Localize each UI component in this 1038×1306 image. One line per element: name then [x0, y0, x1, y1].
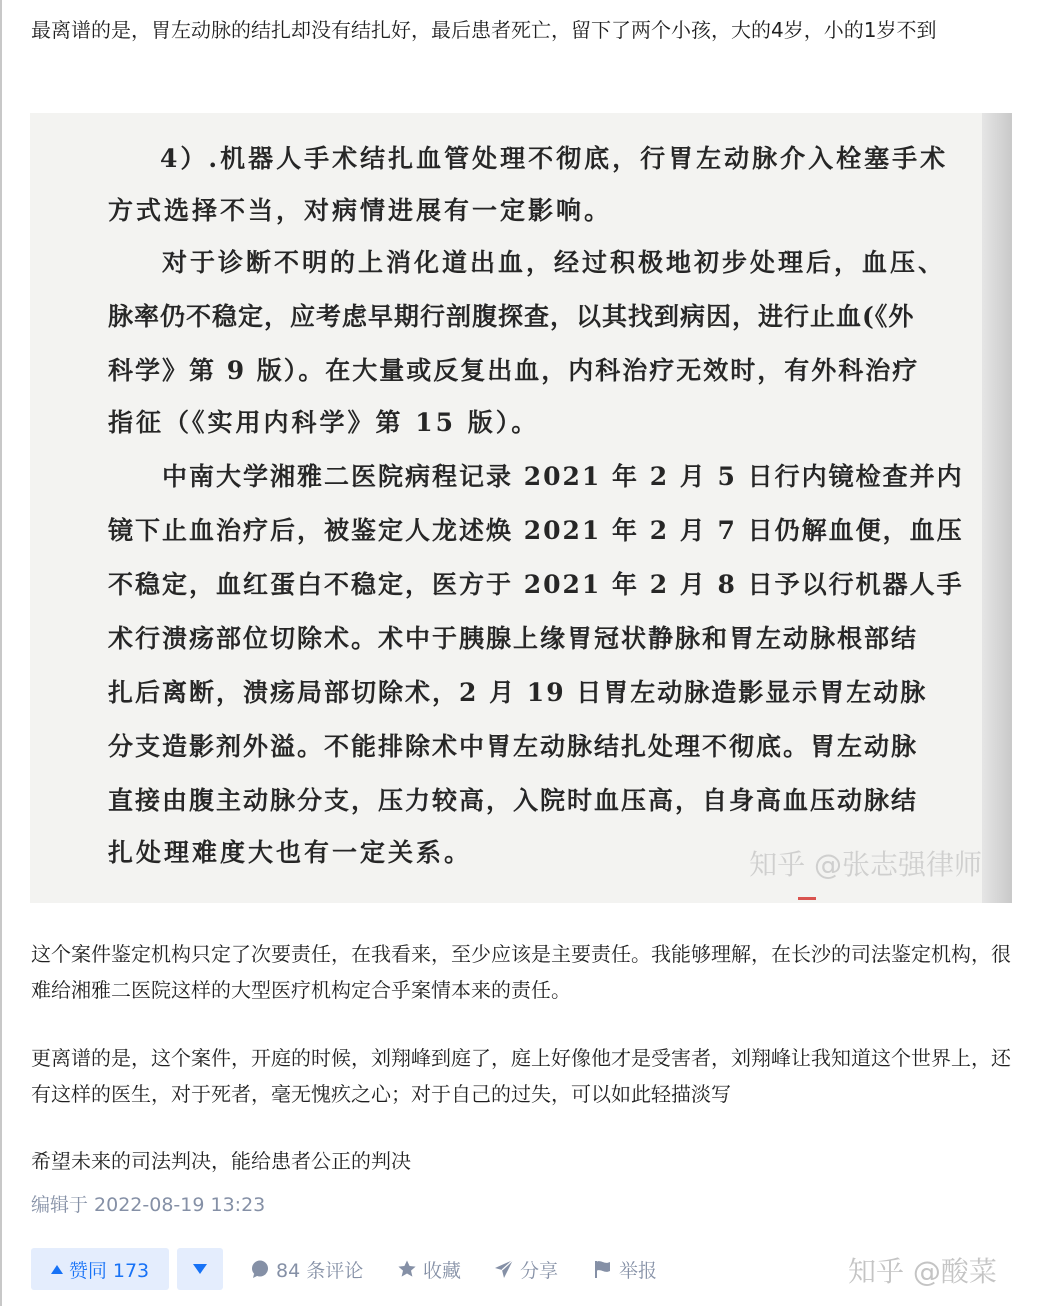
paper-plane-icon	[494, 1259, 514, 1279]
comments-button[interactable]	[250, 1256, 363, 1282]
scan-line-1: 4）.机器人手术结扎血管处理不彻底，行胃左动脉介入栓塞手术	[160, 144, 949, 173]
comment-icon	[250, 1259, 270, 1279]
paragraph-4: 希望未来的司法判决，能给患者公正的判决	[31, 1149, 411, 1173]
scan-line-2: 方式选择不当，对病情进展有一定影响。	[108, 196, 613, 225]
report-label: 举报	[619, 1259, 658, 1282]
edited-timestamp: 编辑于 2022-08-19 13:23	[31, 1194, 266, 1216]
scan-line-10: 术行溃疡部位切除术。术中于胰腺上缘胃冠状静脉和胃左动脉根部结	[108, 624, 919, 653]
triangle-down-icon	[193, 1264, 207, 1274]
share-label: 分享	[520, 1259, 559, 1282]
bottom-watermark: 知乎 @酸菜	[848, 1255, 997, 1288]
page-edge-shadow	[982, 113, 1012, 903]
paragraph-1: 最离谱的是，胃左动脉的结扎却没有结扎好，最后患者死亡，留下了两个小孩，大的4岁，小的1岁不到	[31, 18, 937, 42]
report-button[interactable]	[593, 1256, 657, 1282]
scan-line-13: 直接由腹主动脉分支，压力较高，入院时血压高，自身高血压动脉结	[108, 786, 919, 815]
share-button[interactable]	[494, 1256, 558, 1282]
scan-line-11: 扎后离断，溃疡局部切除术，2 月 19 日胃左动脉造影显示胃左动脉	[108, 678, 928, 707]
scan-line-12: 分支造影剂外溢。不能排除术中胃左动脉结扎处理不彻底。胃左动脉	[108, 732, 919, 761]
comments-label: 84 条评论	[276, 1259, 364, 1282]
favorite-button[interactable]	[397, 1256, 461, 1282]
paragraph-3: 更离谱的是，这个案件，开庭的时候，刘翔峰到庭了，庭上好像他才是受害者，刘翔峰让我知道这个世界上，还有这样的医生，对于死者，毫无愧疚之心；对于自己的过失，可以如此轻描淡写	[31, 1046, 1011, 1106]
triangle-up-icon	[51, 1265, 63, 1274]
downvote-button[interactable]	[177, 1248, 223, 1290]
scan-line-7: 中南大学湘雅二医院病程记录 2021 年 2 月 5 日行内镜检查并内	[162, 462, 964, 491]
flag-icon	[593, 1259, 613, 1279]
scan-line-4: 脉率仍不稳定，应考虑早期行剖腹探查，以其找到病因，进行止血(《外	[108, 302, 915, 331]
upvote-label: 赞同 173	[68, 1259, 150, 1282]
favorite-label: 收藏	[423, 1259, 462, 1282]
scan-line-6: 指征（《实用内科学》第 15 版）。	[108, 408, 540, 437]
paragraph-2: 这个案件鉴定机构只定了次要责任，在我看来，至少应该是主要责任。我能够理解，在长沙的司法鉴定机构，很难给湘雅二医院这样的大型医疗机构定合乎案情本来的责任。	[31, 942, 1011, 1002]
scan-watermark: 知乎 @张志强律师	[749, 848, 982, 881]
red-mark	[798, 897, 816, 900]
scan-line-9: 不稳定，血红蛋白不稳定，医方于 2021 年 2 月 8 日予以行机器人手	[108, 570, 964, 599]
left-border	[0, 0, 2, 1306]
scan-line-3: 对于诊断不明的上消化道出血，经过积极地初步处理后，血压、	[162, 248, 947, 277]
scanned-document-image	[30, 113, 1012, 903]
scan-line-5: 科学》第 9 版）。在大量或反复出血，内科治疗无效时，有外科治疗	[108, 356, 920, 385]
star-icon	[397, 1259, 417, 1279]
scan-line-8: 镜下止血治疗后，被鉴定人龙述焕 2021 年 2 月 7 日仍解血便，血压	[108, 516, 964, 545]
scan-line-14: 扎处理难度大也有一定关系。	[108, 838, 473, 867]
upvote-button[interactable]	[31, 1248, 169, 1290]
